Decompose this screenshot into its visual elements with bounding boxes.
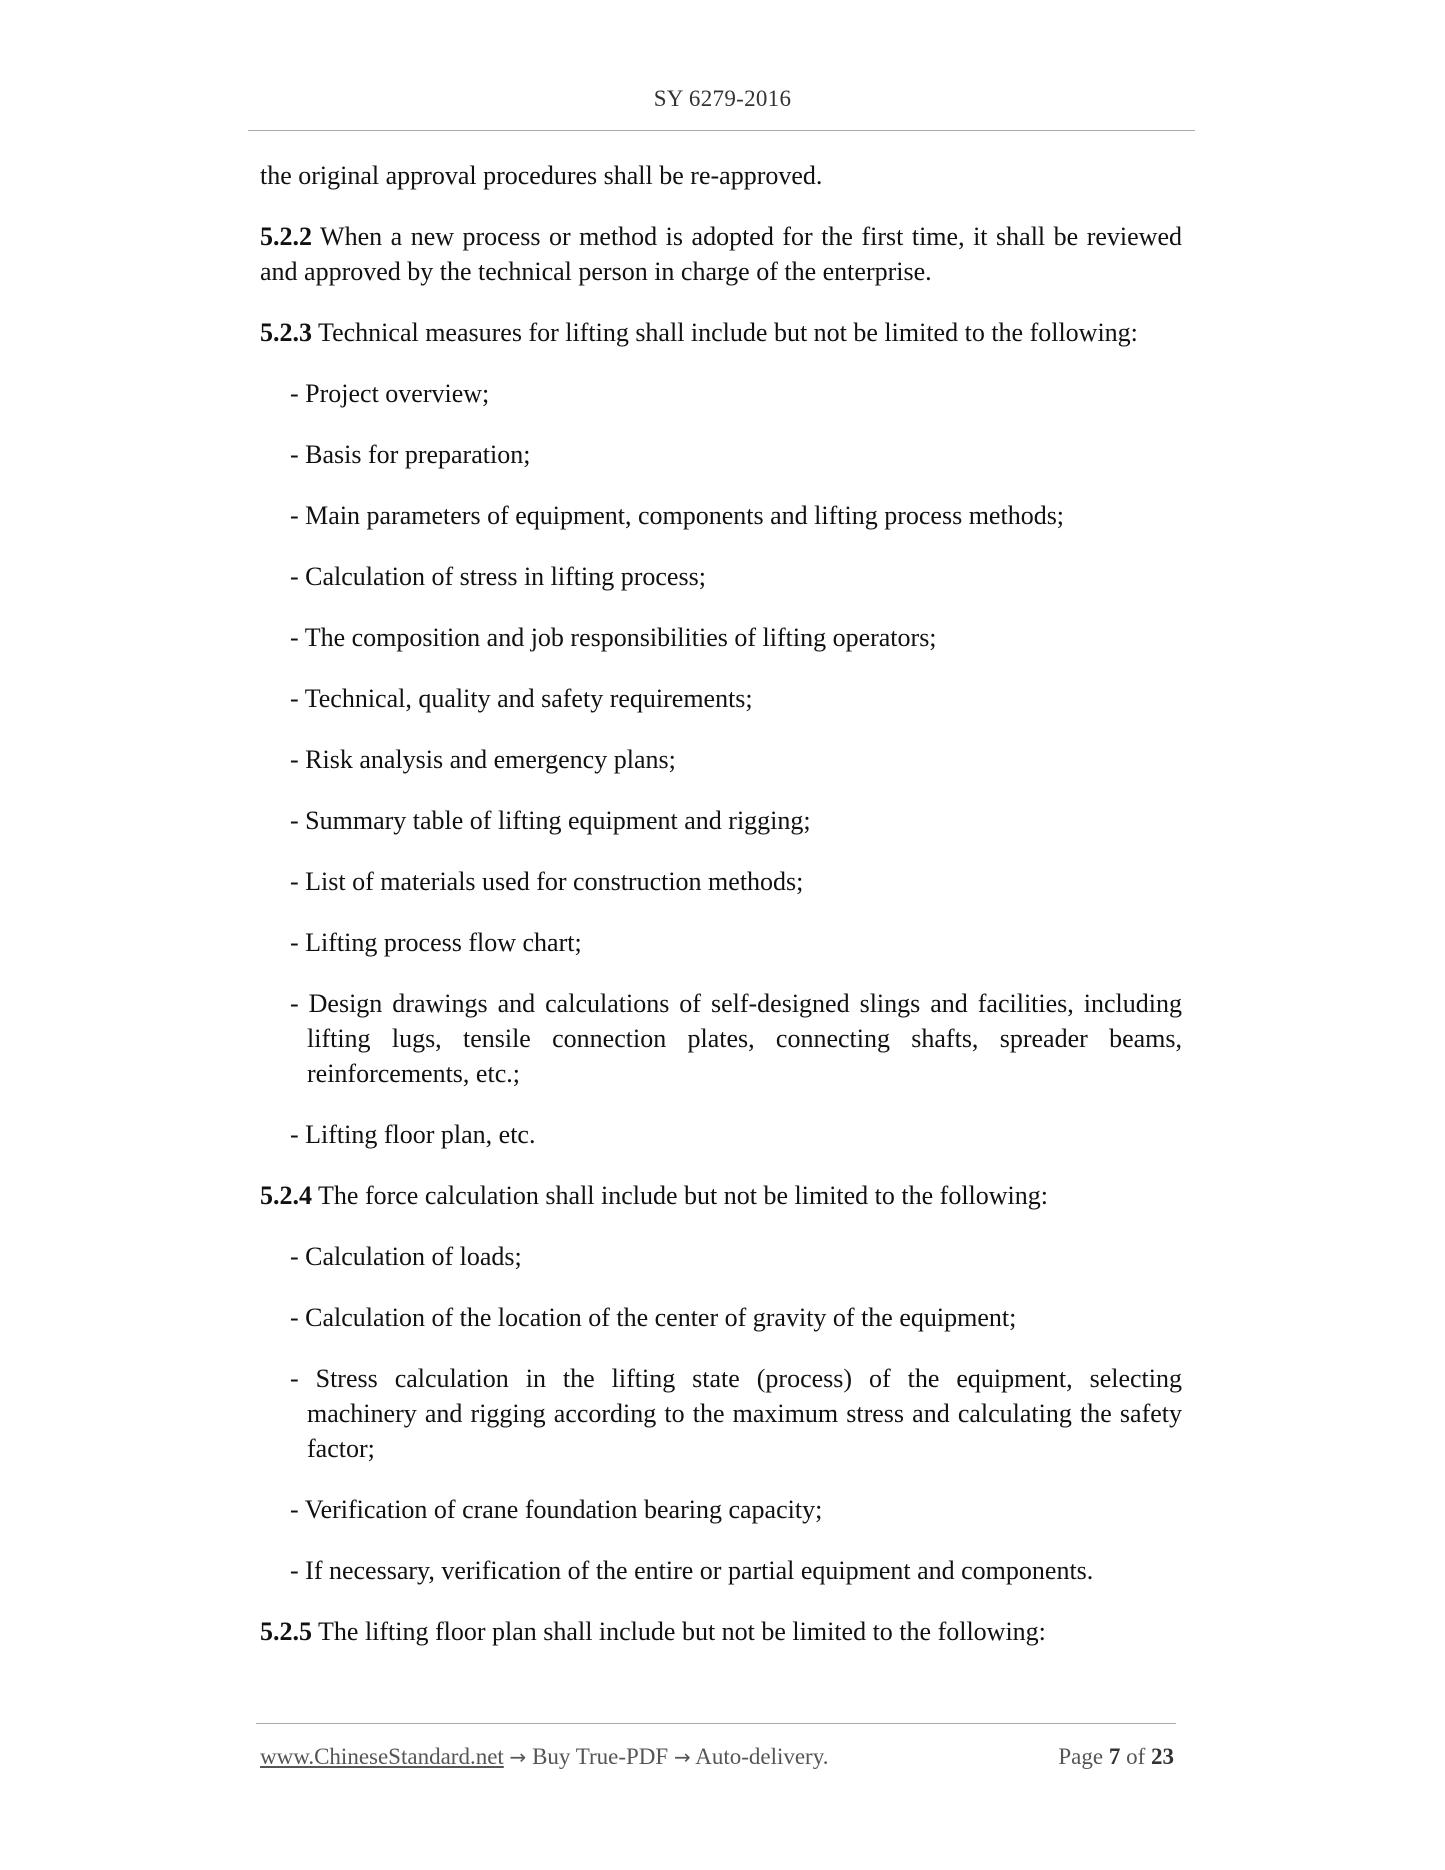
list-item: - Main parameters of equipment, components and lifting process methods; (290, 501, 1065, 530)
running-header: SY 6279-2016 (653, 86, 792, 111)
arrow-right-icon: → (509, 1745, 527, 1769)
clause-5-2-2 (260, 219, 1182, 289)
continuation-paragraph: the original approval procedures shall be re-approved. (260, 161, 823, 190)
clause-text: The lifting floor plan shall include but not be limited to the following: (318, 1617, 1046, 1646)
clause-text: The force calculation shall include but not be limited to the following: (318, 1181, 1048, 1210)
clause-5-2-5 (260, 1614, 1182, 1649)
list-item: - Technical, quality and safety requirements; (290, 684, 753, 713)
arrow-right-icon: → (673, 1745, 691, 1769)
clause-5-2-4 (260, 1178, 1182, 1213)
list-item: - Design drawings and calculations of self-designed slings and facilities, including lifting lugs, tensile connection plates, connecting shafts, spreader beams, reinforcements, etc.; (290, 989, 1182, 1088)
clause-number: 5.2.4 (260, 1181, 312, 1210)
page-number: 7 (1108, 1744, 1121, 1769)
list-item: - Calculation of the location of the center of gravity of the equipment; (290, 1303, 1017, 1332)
buy-true-pdf-text: Buy True-PDF (532, 1744, 669, 1769)
list-item: - Calculation of stress in lifting process; (290, 562, 706, 591)
clause-number: 5.2.5 (260, 1617, 312, 1646)
clause-5-2-3 (260, 315, 1182, 350)
list-item: - Calculation of loads; (290, 1242, 522, 1271)
clause-number: 5.2.2 (260, 222, 312, 251)
page-total: 23 (1151, 1744, 1174, 1769)
clause-number: 5.2.3 (260, 318, 312, 347)
document-body (260, 158, 1182, 1675)
list-item: - Project overview; (290, 379, 490, 408)
website-link[interactable]: www.ChineseStandard.net (260, 1744, 504, 1769)
list-item: - Stress calculation in the lifting state (process) of the equipment, selecting machinery and rigging according to the maximum stress and calculating the safety factor; (290, 1364, 1182, 1463)
list-item: - Risk analysis and emergency plans; (290, 745, 676, 774)
list-item: - Basis for preparation; (290, 440, 531, 469)
list-item: - If necessary, verification of the entire or partial equipment and components. (290, 1556, 1094, 1585)
list-item: - Summary table of lifting equipment and rigging; (290, 806, 811, 835)
page-label: Page (1058, 1744, 1104, 1769)
page-indicator (1058, 1744, 1174, 1770)
clause-text: When a new process or method is adopted for the first time, it shall be reviewed and approved by the technical person in charge of the enterprise. (260, 222, 1182, 286)
header-divider (248, 130, 1195, 131)
footer-promo (260, 1744, 828, 1770)
clause-text: Technical measures for lifting shall include but not be limited to the following: (318, 318, 1138, 347)
list-item: - Lifting floor plan, etc. (290, 1120, 536, 1149)
footer-divider (256, 1723, 1176, 1724)
auto-delivery-text: Auto-delivery. (695, 1744, 829, 1769)
list-item: - List of materials used for construction methods; (290, 867, 804, 896)
list-item: - The composition and job responsibilities of lifting operators; (290, 623, 937, 652)
list-item: - Lifting process flow chart; (290, 928, 582, 957)
of-label: of (1126, 1744, 1146, 1769)
list-item: - Verification of crane foundation bearing capacity; (290, 1495, 823, 1524)
